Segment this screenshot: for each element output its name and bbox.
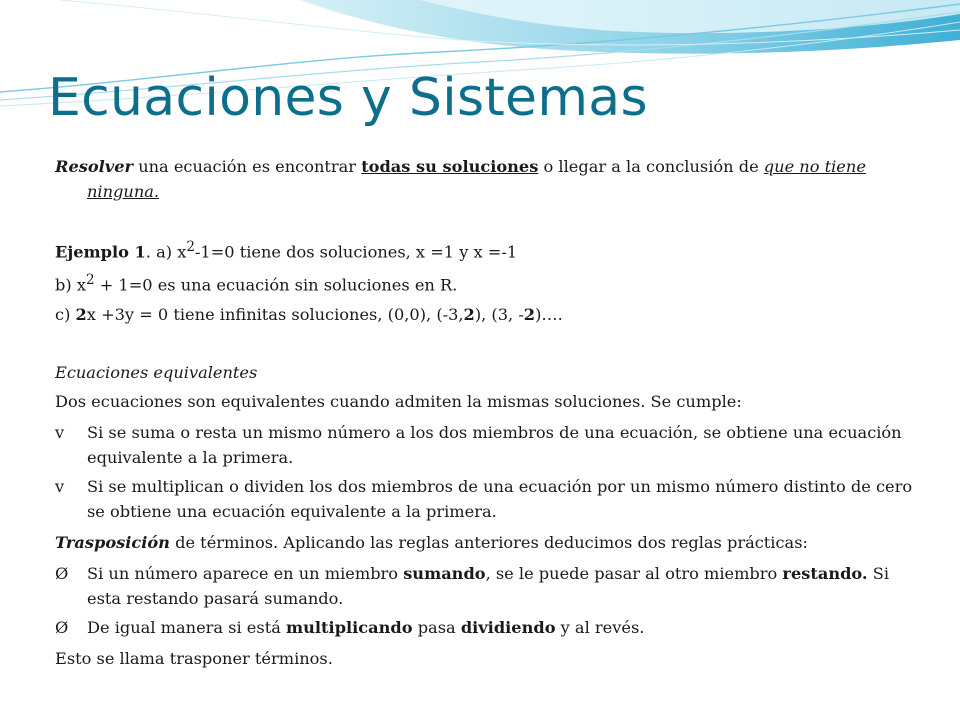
bold-digit: 2 bbox=[75, 304, 87, 324]
equivalentes-heading: Ecuaciones equivalentes bbox=[55, 362, 258, 382]
bullet-text: Si se suma o resta un mismo número a los dos miembros de una ecuación, se obtiene una ecuación equivalente a la primera. bbox=[87, 422, 902, 467]
slide-body bbox=[55, 154, 915, 673]
text-span: x +3y = 0 tiene infinitas soluciones, (0,0), (-3, bbox=[86, 304, 464, 324]
ejemplo-c-line bbox=[55, 300, 915, 329]
bullet-text: Si se multiplican o dividen los dos miembros de una ecuación por un mismo número distinto de cero se obtiene una ecuación equivalente a la primera. bbox=[87, 476, 913, 521]
text-span: , se le puede pasar al otro miembro bbox=[485, 563, 783, 583]
text-span: Si un número aparece en un miembro bbox=[87, 563, 404, 583]
text-span: una ecuación es encontrar bbox=[133, 157, 362, 176]
text-span: -1=0 tiene dos soluciones, x =1 y x =-1 bbox=[194, 242, 518, 262]
superscript: 2 bbox=[186, 239, 195, 255]
trasposicion-line bbox=[55, 528, 915, 557]
bullet-arrow-icon: Ø bbox=[55, 563, 69, 583]
bullet-item bbox=[55, 474, 915, 524]
rule-item bbox=[55, 561, 915, 611]
text-span: o llegar a la conclusión de bbox=[538, 157, 764, 176]
slide-title: Ecuaciones y Sistemas bbox=[48, 68, 648, 128]
bold-digit: 2 bbox=[463, 304, 475, 324]
text-span: pasa bbox=[412, 617, 461, 637]
text-span: De igual manera si está bbox=[87, 617, 287, 637]
text-span: + 1=0 es una ecuación sin soluciones en R. bbox=[94, 275, 458, 295]
text-span: c) bbox=[55, 304, 76, 324]
restando-term: restando. bbox=[782, 563, 868, 583]
text-span: . a) x bbox=[145, 242, 187, 262]
bullet-item bbox=[55, 420, 915, 470]
text-span: b) x bbox=[55, 275, 86, 295]
rule-item bbox=[55, 615, 915, 640]
text-span: Si esta restando pasará sumando. bbox=[87, 563, 889, 608]
sumando-term: sumando bbox=[403, 563, 486, 583]
superscript: 2 bbox=[85, 272, 95, 289]
bold-digit: 2 bbox=[523, 304, 536, 324]
ejemplo-a-line bbox=[55, 233, 915, 266]
text-span: de términos. Aplicando las reglas anteriores deducimos dos reglas prácticas: bbox=[169, 532, 808, 552]
text-span: y al revés. bbox=[555, 617, 645, 637]
bullet-v-icon: v bbox=[55, 422, 65, 442]
multiplicando-term: multiplicando bbox=[286, 617, 413, 637]
bullet-arrow-icon: Ø bbox=[55, 617, 69, 637]
ejemplo-b-line bbox=[55, 266, 915, 299]
text-span: )…. bbox=[535, 304, 563, 324]
equivalentes-intro: Dos ecuaciones son equivalentes cuando admiten la mismas soluciones. Se cumple: bbox=[55, 391, 742, 411]
todas-soluciones-term: todas su soluciones bbox=[361, 157, 539, 176]
closing-line: Esto se llama trasponer términos. bbox=[55, 648, 333, 668]
paragraph-resolver bbox=[55, 154, 915, 204]
bullet-v-icon: v bbox=[55, 476, 65, 496]
trasposicion-term: Trasposición bbox=[55, 532, 170, 552]
resolver-term: Resolver bbox=[55, 157, 134, 176]
dividiendo-term: dividiendo bbox=[460, 617, 556, 637]
text-span: ), (3, - bbox=[474, 304, 524, 324]
que-no-term: que no tiene ninguna. bbox=[87, 157, 866, 201]
ejemplo-label: Ejemplo 1 bbox=[55, 242, 146, 262]
